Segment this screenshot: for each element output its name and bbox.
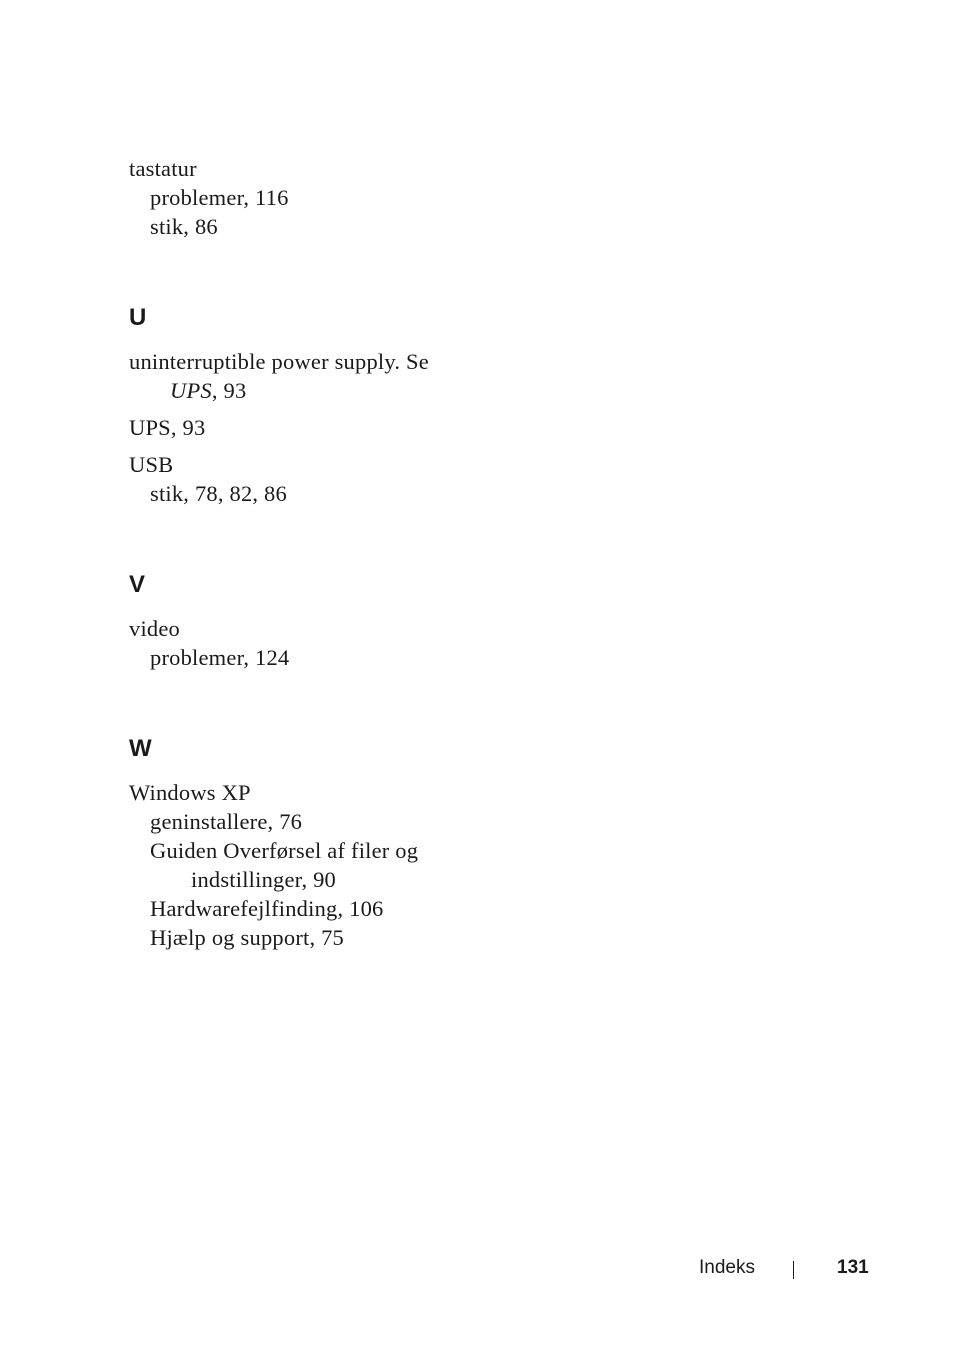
index-entry-uninterruptible	[129, 347, 549, 405]
index-term: USB	[129, 452, 174, 477]
see-target: UPS	[170, 378, 212, 403]
index-entry-windows-xp	[129, 778, 549, 952]
index-subterm: Hardwarefejlfinding, 106	[150, 896, 384, 921]
index-subterm: problemer, 124	[150, 645, 290, 670]
index-see-reference	[129, 376, 549, 405]
page-number: 131	[837, 1257, 869, 1278]
index-term: Windows XP	[129, 780, 251, 805]
index-entry-usb	[129, 450, 549, 508]
page-footer	[0, 1254, 954, 1284]
index-entry-tastatur	[129, 154, 549, 241]
index-entry-video	[129, 614, 549, 672]
footer-section-label: Indeks	[699, 1257, 755, 1278]
index-term: tastatur	[129, 156, 197, 181]
index-term: UPS, 93	[129, 415, 206, 440]
index-subterm: geninstallere, 76	[150, 809, 303, 834]
footer-separator	[793, 1261, 794, 1279]
index-subterm: Hjælp og support, 75	[150, 925, 345, 950]
index-subterm: problemer, 116	[150, 185, 289, 210]
index-subterm: stik, 86	[150, 214, 218, 239]
index-subterm: Guiden Overførsel af filer og	[150, 838, 419, 863]
index-entry-ups	[129, 413, 549, 442]
index-term: uninterruptible power supply. Se	[129, 349, 429, 374]
index-subterm: stik, 78, 82, 86	[150, 481, 287, 506]
section-letter-w: W	[129, 735, 152, 762]
see-page: , 93	[211, 378, 247, 403]
section-letter-u: U	[129, 304, 147, 331]
section-letter-v: V	[129, 571, 146, 598]
index-term: video	[129, 616, 180, 641]
index-subterm-continuation: indstillinger, 90	[191, 867, 336, 892]
index-column	[129, 154, 549, 952]
